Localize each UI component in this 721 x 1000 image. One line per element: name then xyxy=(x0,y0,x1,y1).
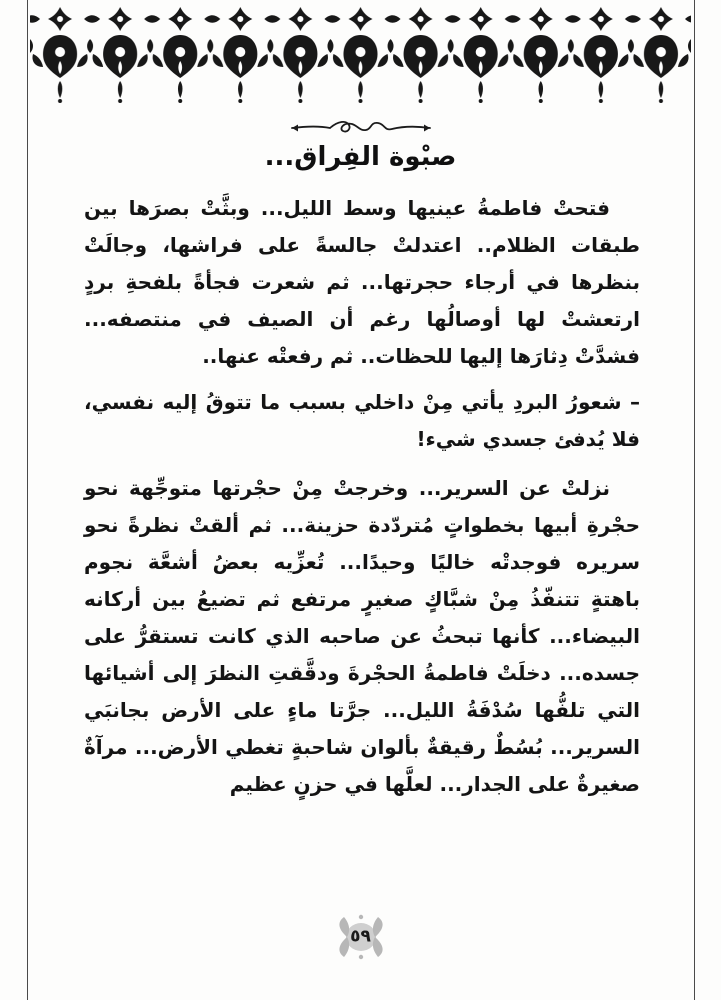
calligraphic-flourish-icon xyxy=(0,116,721,144)
damask-ornament-band-icon xyxy=(30,5,691,105)
paragraph-dialogue: – شعورُ البردِ يأتي مِنْ داخلي بسبب ما تتوقُ إليه نفسي، فلا يُدفئ جسدي شيء! xyxy=(84,390,640,451)
page-number-medallion xyxy=(329,914,393,960)
page-number: ٥٩ xyxy=(350,926,371,947)
body-text xyxy=(84,190,640,812)
paragraph-2: نزلتْ عن السرير... وخرجتْ مِنْ حجْرتها متوجِّهة نحو حجْرةِ أبيها بخطواتٍ مُتردّدة حزينة... ثم ألقتْ نظرةً نحو سريره فوجدتْه خاليًا وحيدًا... تُعزِّيه بعضُ أشعَّة نجوم باهتةٍ تتنفّذُ مِنْ شبَّاكٍ صغيرٍ مرتفع ثم تضيعُ بين أركانه البيضاء... كأنها تبحثُ عن صاحبه الذي كانت تستقرُّ على جسده... دخلَتْ فاطمةُ الحجْرةَ ودقَّقتِ النظرَ إلى أشيائها التي تلفُّها سُدْفَةُ الليل... جرَّتا ماءٍ على الأرض بجانبَي السرير... بُسُطٌ رقيقةٌ بألوان شاحبةٍ تغطي الأرض... مرآةٌ صغيرةٌ على الجدار... لعلَّها في حزنٍ عظيم xyxy=(84,476,640,796)
chapter-title: صبْوة الفِراق... xyxy=(264,142,457,172)
paragraph-1: فتحتْ فاطمةُ عينيها وسط الليل... وبثَّتْ بصرَها بين طبقات الظلام.. اعتدلتْ جالسةً على فراشها، وجالَتْ بنظرها في أرجاء حجرتها... ثم شعرت فجأةً بلفحةِ بردٍ ارتعشتْ لها أوصالُها رغم أن الصيف في منتصفه... فشدَّتْ دِثارَها إليها للحظات.. ثم رفعتْه عنها.. xyxy=(84,196,640,368)
